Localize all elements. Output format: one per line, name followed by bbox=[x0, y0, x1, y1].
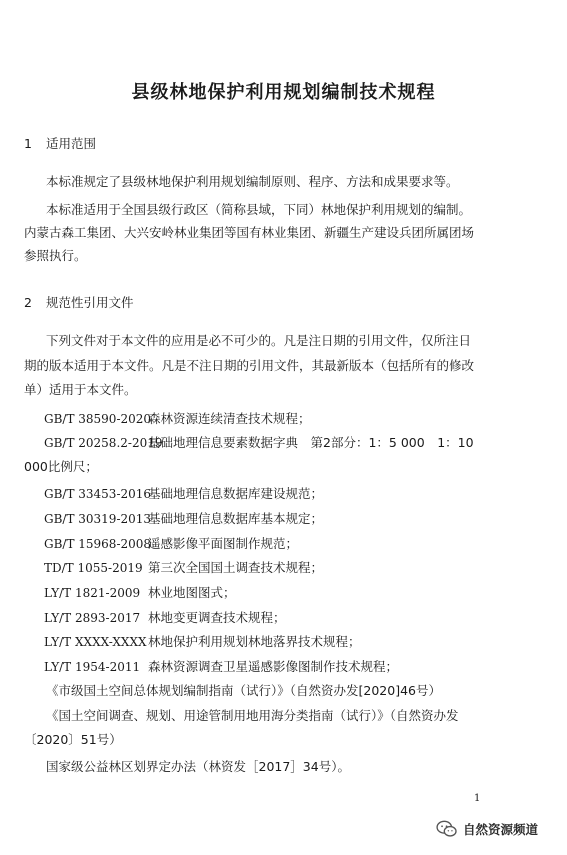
section-title: 规范性引用文件 bbox=[45, 295, 134, 310]
document-title: 县级林地保护利用规划编制技术规程 bbox=[131, 82, 436, 103]
reference-continued bbox=[24, 457, 98, 475]
wechat-icon bbox=[436, 820, 458, 838]
paragraph-continued: 参照执行。 bbox=[24, 248, 87, 263]
reference-item bbox=[44, 657, 398, 675]
reference-item bbox=[44, 558, 323, 576]
reference-title: 遥感影像平面图制作规范； bbox=[148, 536, 299, 551]
reference-item: 国家级公益林区划界定办法（林资发［2017］34号）。 bbox=[46, 759, 350, 774]
section-number: 2 bbox=[24, 295, 32, 310]
reference-code: LY/T 2893-2017 bbox=[44, 611, 141, 625]
reference-code: GB/T 33453-2016 bbox=[44, 487, 152, 501]
watermark-text: 自然资源频道 bbox=[463, 822, 539, 837]
reference-continued: 〔2020〕51号） bbox=[24, 732, 122, 747]
paragraph-continued: 单）适用于本文件。 bbox=[24, 382, 137, 397]
reference-item bbox=[44, 608, 286, 626]
reference-code: TD/T 1055-2019 bbox=[44, 561, 143, 575]
reference-title: 000比例尺； bbox=[24, 459, 98, 474]
reference-item bbox=[44, 484, 323, 502]
reference-code: LY/T 1821-2009 bbox=[44, 586, 141, 600]
reference-title: 森林资源调查卫星遥感影像图制作技术规程； bbox=[148, 659, 399, 674]
reference-title: 林地保护利用规划林地落界技术规程； bbox=[148, 634, 361, 649]
reference-item: 《市级国土空间总体规划编制指南（试行）》（自然资办发[2020]46号） bbox=[46, 683, 441, 698]
reference-title: 基础地理信息要素数据字典 第2部分：1：5 000 1：10 bbox=[148, 435, 474, 450]
reference-item bbox=[44, 534, 298, 552]
reference-title: 第三次全国国土调查技术规程； bbox=[148, 560, 324, 575]
reference-item bbox=[44, 583, 236, 601]
reference-item bbox=[44, 509, 323, 527]
reference-code: GB/T 30319-2013 bbox=[44, 512, 152, 526]
reference-title: 森林资源连续清查技术规程； bbox=[148, 411, 311, 426]
reference-code: LY/T 1954-2011 bbox=[44, 660, 141, 674]
reference-title: 基础地理信息数据库建设规范； bbox=[148, 486, 324, 501]
reference-item bbox=[44, 632, 361, 650]
page-number: 1 bbox=[474, 793, 481, 804]
paragraph: 本标准规定了县级林地保护利用规划编制原则、程序、方法和成果要求等。 bbox=[46, 174, 459, 189]
reference-item: 《国土空间调查、规划、用途管制用地用海分类指南（试行）》（自然资办发 bbox=[46, 708, 459, 723]
watermark bbox=[436, 819, 538, 839]
reference-title: 基础地理信息数据库基本规定； bbox=[148, 511, 324, 526]
section-number: 1 bbox=[24, 136, 32, 151]
paragraph: 本标准适用于全国县级行政区（简称县域，下同）林地保护利用规划的编制。 bbox=[46, 202, 472, 217]
reference-title: 林业地图图式； bbox=[148, 585, 236, 600]
section-2-heading bbox=[24, 293, 134, 311]
reference-item bbox=[44, 409, 311, 427]
paragraph-continued: 内蒙古森工集团、大兴安岭林业集团等国有林业集团、新疆生产建设兵团所属团场 bbox=[24, 225, 475, 240]
reference-code: GB/T 38590-2020 bbox=[44, 412, 152, 426]
reference-code: LY/T XXXX-XXXX bbox=[44, 635, 147, 649]
paragraph-continued: 期的版本适用于本文件。凡是不注日期的引用文件，其最新版本（包括所有的修改 bbox=[24, 358, 475, 373]
reference-code: GB/T 20258.2-2019 bbox=[44, 436, 163, 450]
section-title: 适用范围 bbox=[45, 136, 96, 151]
reference-item bbox=[44, 433, 474, 451]
reference-code: GB/T 15968-2008 bbox=[44, 537, 152, 551]
paragraph: 下列文件对于本文件的应用是必不可少的。凡是注日期的引用文件，仅所注日 bbox=[46, 333, 472, 348]
reference-title: 林地变更调查技术规程； bbox=[148, 610, 286, 625]
section-1-heading bbox=[24, 134, 96, 152]
